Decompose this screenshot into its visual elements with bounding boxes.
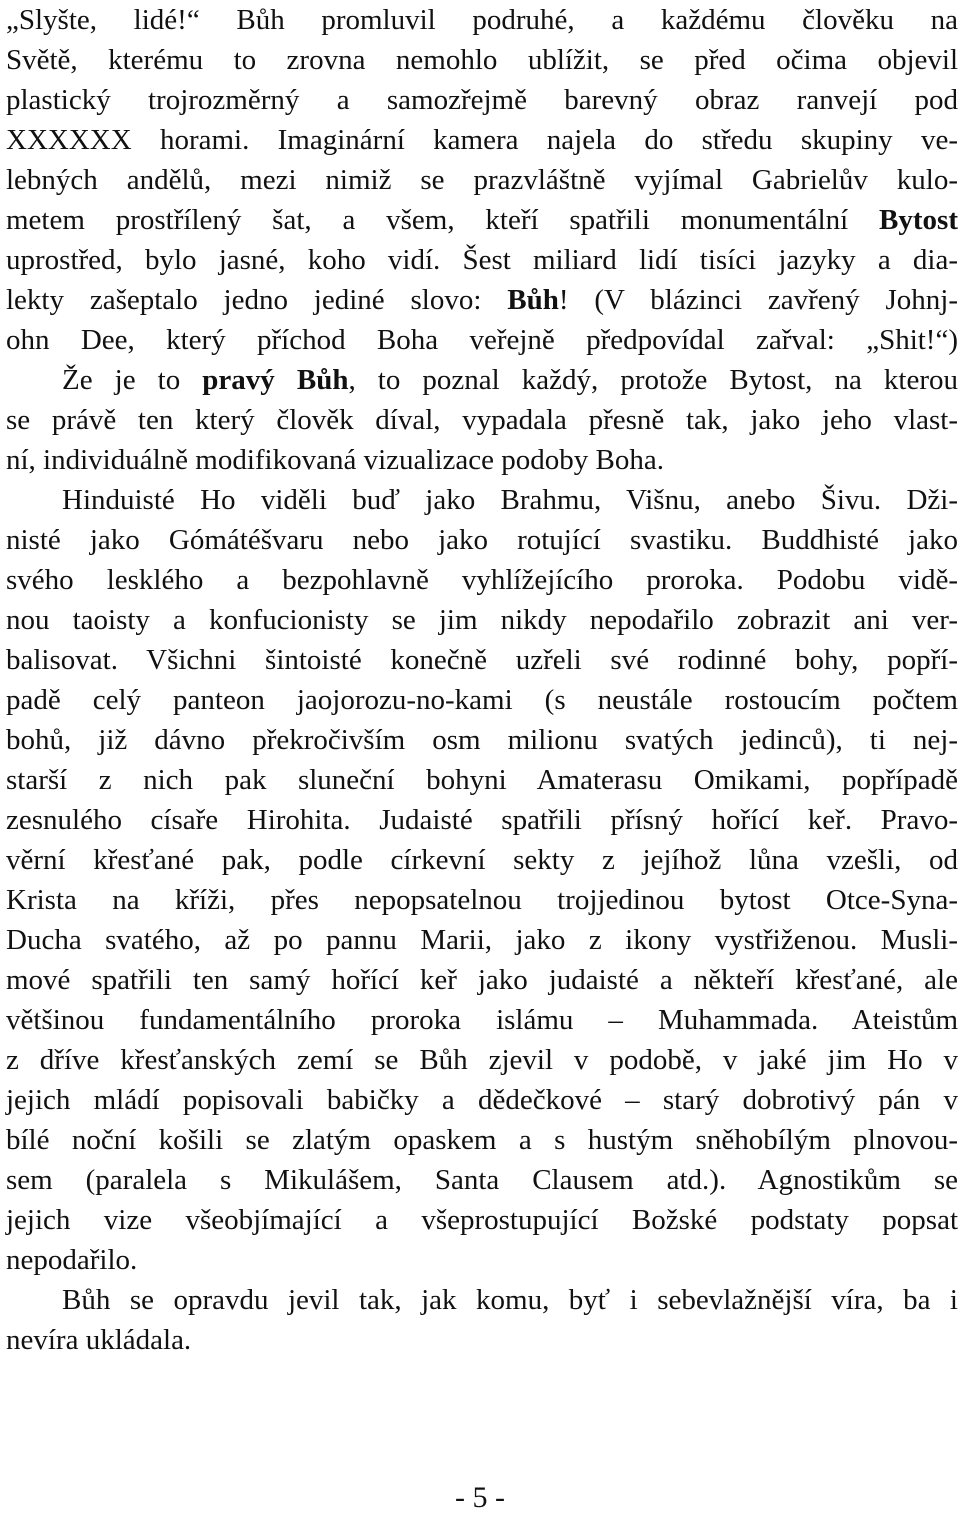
text-line: Bůh se opravdu jevil tak, jak komu, byť i sebevlažnější víra, ba i xyxy=(62,1284,958,1316)
text-line xyxy=(62,360,958,400)
text-line: plastický trojrozměrný a samozřejmě barevný obraz ranvejí pod xyxy=(6,84,958,116)
text-line: zesnulého císaře Hirohita. Judaisté spatřili přísný hořící keř. Pravo- xyxy=(6,804,958,836)
text-line: jejich vize všeobjímající a všeprostupující Božské podstaty popsat xyxy=(6,1204,958,1236)
text-line: z dříve křesťanských zemí se Bůh zjevil v podobě, v jaké jim Ho v xyxy=(6,1044,958,1076)
text-line: sem (paralela s Mikulášem, Santa Clausem atd.). Agnostikům se xyxy=(6,1164,958,1196)
text-line: starší z nich pak sluneční bohyni Amaterasu Omikami, popřípadě xyxy=(6,764,958,796)
text-line: balisovat. Všichni šintoisté konečně uzřeli své rodinné bohy, popří- xyxy=(6,644,958,676)
text-line: Krista na kříži, přes nepopsatelnou trojjedinou bytost Otce-Syna- xyxy=(6,884,958,916)
bold-term-pravy-buh: pravý Bůh xyxy=(202,364,349,396)
bold-term-buh: Bůh xyxy=(507,284,559,316)
text-run: metem prostřílený šat, a všem, kteří spatřili monumentální xyxy=(6,204,880,236)
text-line xyxy=(6,200,958,240)
text-line: XXXXXX horami. Imaginární kamera najela do středu skupiny ve- xyxy=(6,124,958,156)
text-line: ohn Dee, který příchod Boha veřejně předpovídal zařval: „Shit!“) xyxy=(6,324,958,356)
text-line: bílé noční košili se zlatým opaskem a s hustým sněhobílým plnovou- xyxy=(6,1124,958,1156)
text-line: „Slyšte, lidé!“ Bůh promluvil podruhé, a každému člověku na xyxy=(6,4,958,36)
text-line: padě celý panteon jaojorozu-no-kami (s neustále rostoucím počtem xyxy=(6,684,958,716)
text-run: , to poznal každý, protože Bytost, na kterou xyxy=(348,364,958,396)
text-line: ní, individuálně modifikovaná vizualizace podoby Boha. xyxy=(6,444,664,476)
page-number: - 5 - xyxy=(455,1481,505,1514)
text-line: svého lesklého a bezpohlavně vyhlížejícího proroka. Podobu vidě- xyxy=(6,564,958,596)
text-line: bohů, již dávno překročivším osm milionu svatých jedinců), ti nej- xyxy=(6,724,958,756)
text-line: Světě, kterému to zrovna nemohlo ublížit, se před očima objevil xyxy=(6,44,958,76)
text-run: Že je to xyxy=(62,364,203,396)
text-line: Ducha svatého, až po pannu Marii, jako z ikony vystřiženou. Musli- xyxy=(6,924,958,956)
text-line: věrní křesťané pak, podle církevní sekty z jejíhož lůna vzešli, od xyxy=(6,844,958,876)
text-line: nisté jako Gómátéšvaru nebo jako rotující svastiku. Buddhisté jako xyxy=(6,524,958,556)
text-line: nevíra ukládala. xyxy=(6,1324,192,1356)
text-line: většinou fundamentálního proroka islámu – Muhammada. Ateistům xyxy=(6,1004,958,1036)
text-line: Hinduisté Ho viděli buď jako Brahmu, Višnu, anebo Šivu. Dži- xyxy=(62,484,958,516)
text-line: uprostřed, bylo jasné, koho vidí. Šest miliard lidí tisíci jazyky a dia- xyxy=(6,244,958,276)
text-run: lekty zašeptalo jedno jediné slovo: xyxy=(6,284,508,316)
text-line: se právě ten který člověk díval, vypadala přesně tak, jako jeho vlast- xyxy=(6,404,958,436)
text-line: jejich mládí popisovali babičky a dědečkové – starý dobrotivý pán v xyxy=(6,1084,958,1116)
text-run: ! (V blázinci zavřený Johnj- xyxy=(558,284,958,316)
text-line xyxy=(6,280,958,320)
text-line: nou taoisty a konfucionisty se jim nikdy nepodařilo zobrazit ani ver- xyxy=(6,604,958,636)
text-line: mové spatřili ten samý hořící keř jako judaisté a někteří křesťané, ale xyxy=(6,964,958,996)
text-line: nepodařilo. xyxy=(6,1244,138,1276)
bold-term-bytost: Bytost xyxy=(879,204,958,236)
text-line: lebných andělů, mezi nimiž se prazvláštně vyjímal Gabrielův kulo- xyxy=(6,164,958,196)
